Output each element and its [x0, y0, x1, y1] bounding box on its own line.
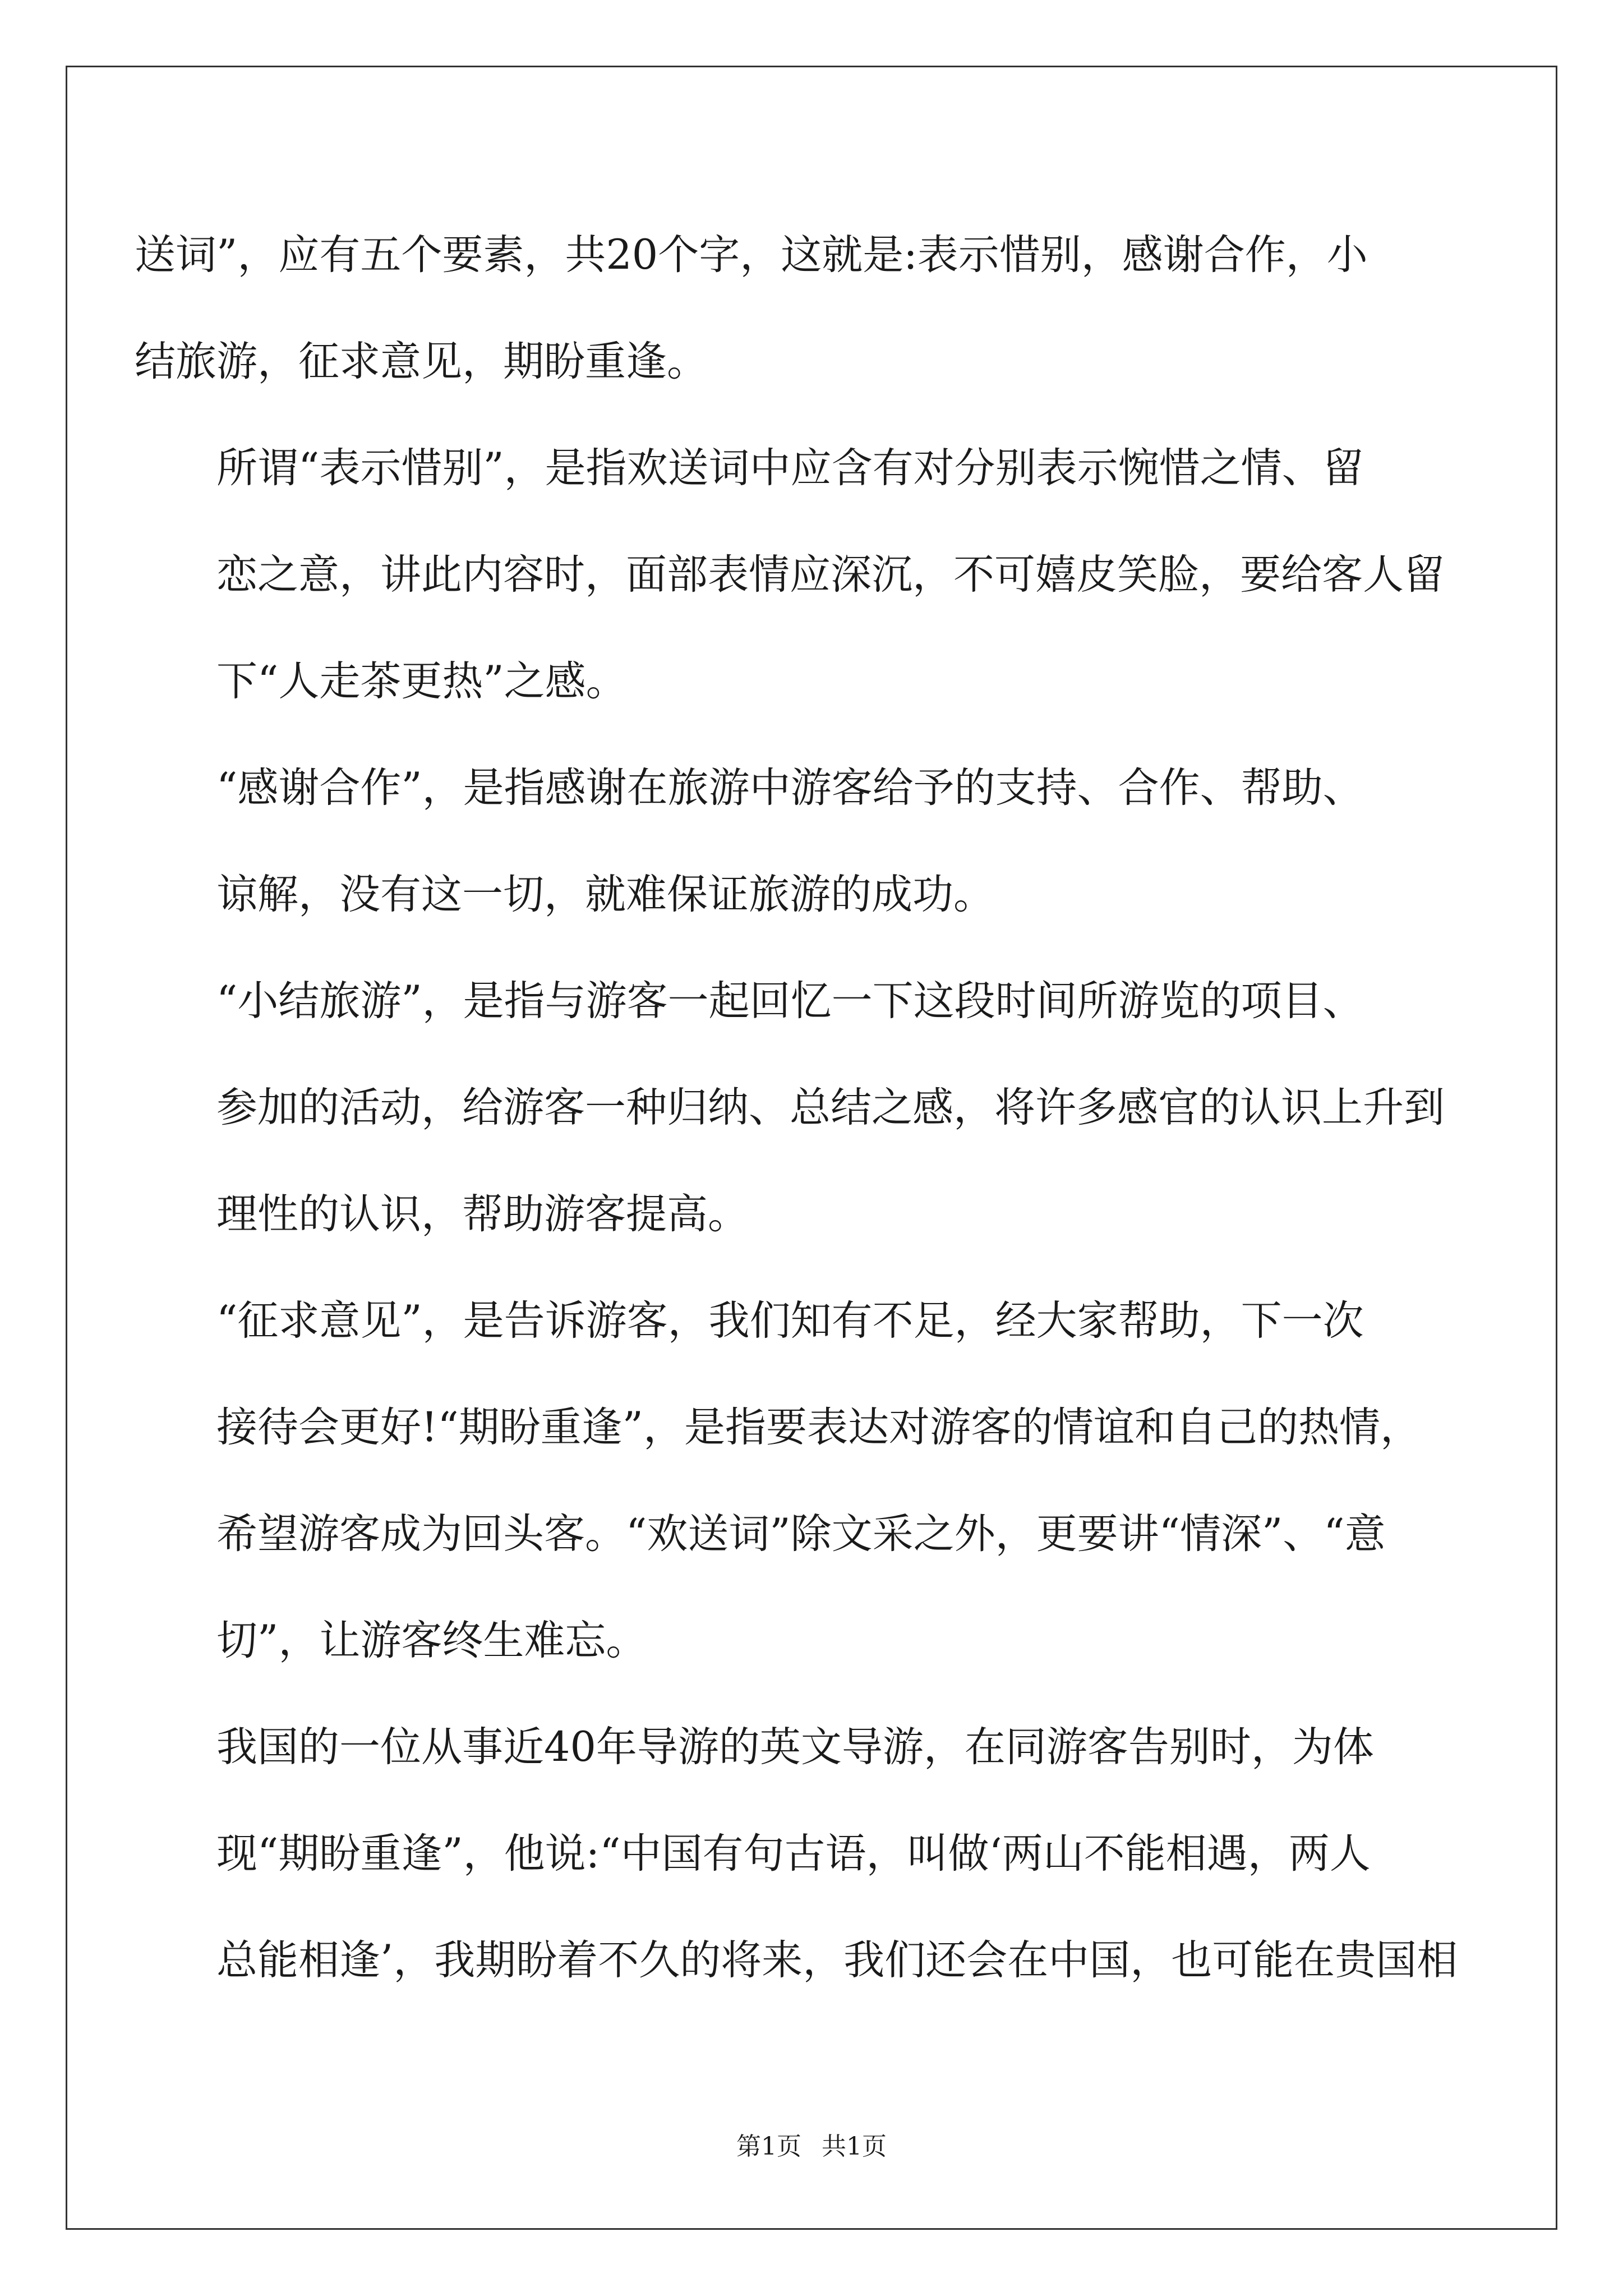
- document-body: [135, 202, 1492, 2014]
- text-line: 切”，让游客终生难忘。: [216, 1617, 647, 1664]
- page-footer: [0, 2126, 1623, 2162]
- text-line: 结旅游，征求意见，期盼重逢。: [135, 338, 708, 385]
- text-line: 参加的活动，给游客一种归纳、总结之感，将许多感官的认识上升到: [216, 1084, 1445, 1131]
- paragraph: [135, 1694, 1492, 2014]
- text-line: 现“期盼重逢”，他说:“中国有句古语，叫做‘两山不能相遇，两人: [216, 1830, 1371, 1878]
- text-line: “感谢合作”，是指感谢在旅游中游客给予的支持、合作、帮助、: [216, 764, 1364, 812]
- text-line: 谅解，没有这一切，就难保证旅游的成功。: [216, 871, 994, 918]
- paragraph: [135, 735, 1492, 948]
- text-line: 接待会更好!“期盼重逢”，是指要表达对游客的情谊和自己的热情，: [216, 1404, 1421, 1451]
- page-number: 第1页: [736, 2132, 801, 2161]
- text-line: 总能相逢’，我期盼着不久的将来，我们还会在中国，也可能在贵国相: [216, 1936, 1458, 1984]
- text-line: 所谓“表示惜别”，是指欢送词中应含有对分别表示惋惜之情、留: [216, 444, 1364, 492]
- text-line: 送词”，应有五个要素，共20个字，这就是:表示惜别，感谢合作，小: [135, 231, 1368, 279]
- paragraph: [135, 948, 1492, 1268]
- text-line: 我国的一位从事近40年导游的英文导游，在同游客告别时，为体: [216, 1723, 1374, 1771]
- text-line: “小结旅游”，是指与游客一起回忆一下这段时间所游览的项目、: [216, 977, 1364, 1025]
- paragraph: [135, 1268, 1492, 1694]
- text-line: 希望游客成为回头客。“欢送词”除文采之外，更要讲“情深”、“意: [216, 1510, 1386, 1558]
- text-line: 恋之意，讲此内容时，面部表情应深沉，不可嬉皮笑脸，要给客人留: [216, 551, 1445, 599]
- page-total: 共1页: [822, 2132, 887, 2161]
- text-line: 理性的认识，帮助游客提高。: [216, 1190, 749, 1238]
- paragraph: [135, 202, 1492, 415]
- paragraph: [135, 415, 1492, 735]
- text-line: 下“人走茶更热”之感。: [216, 657, 627, 705]
- text-line: “征求意见”，是告诉游客，我们知有不足，经大家帮助，下一次: [216, 1297, 1364, 1345]
